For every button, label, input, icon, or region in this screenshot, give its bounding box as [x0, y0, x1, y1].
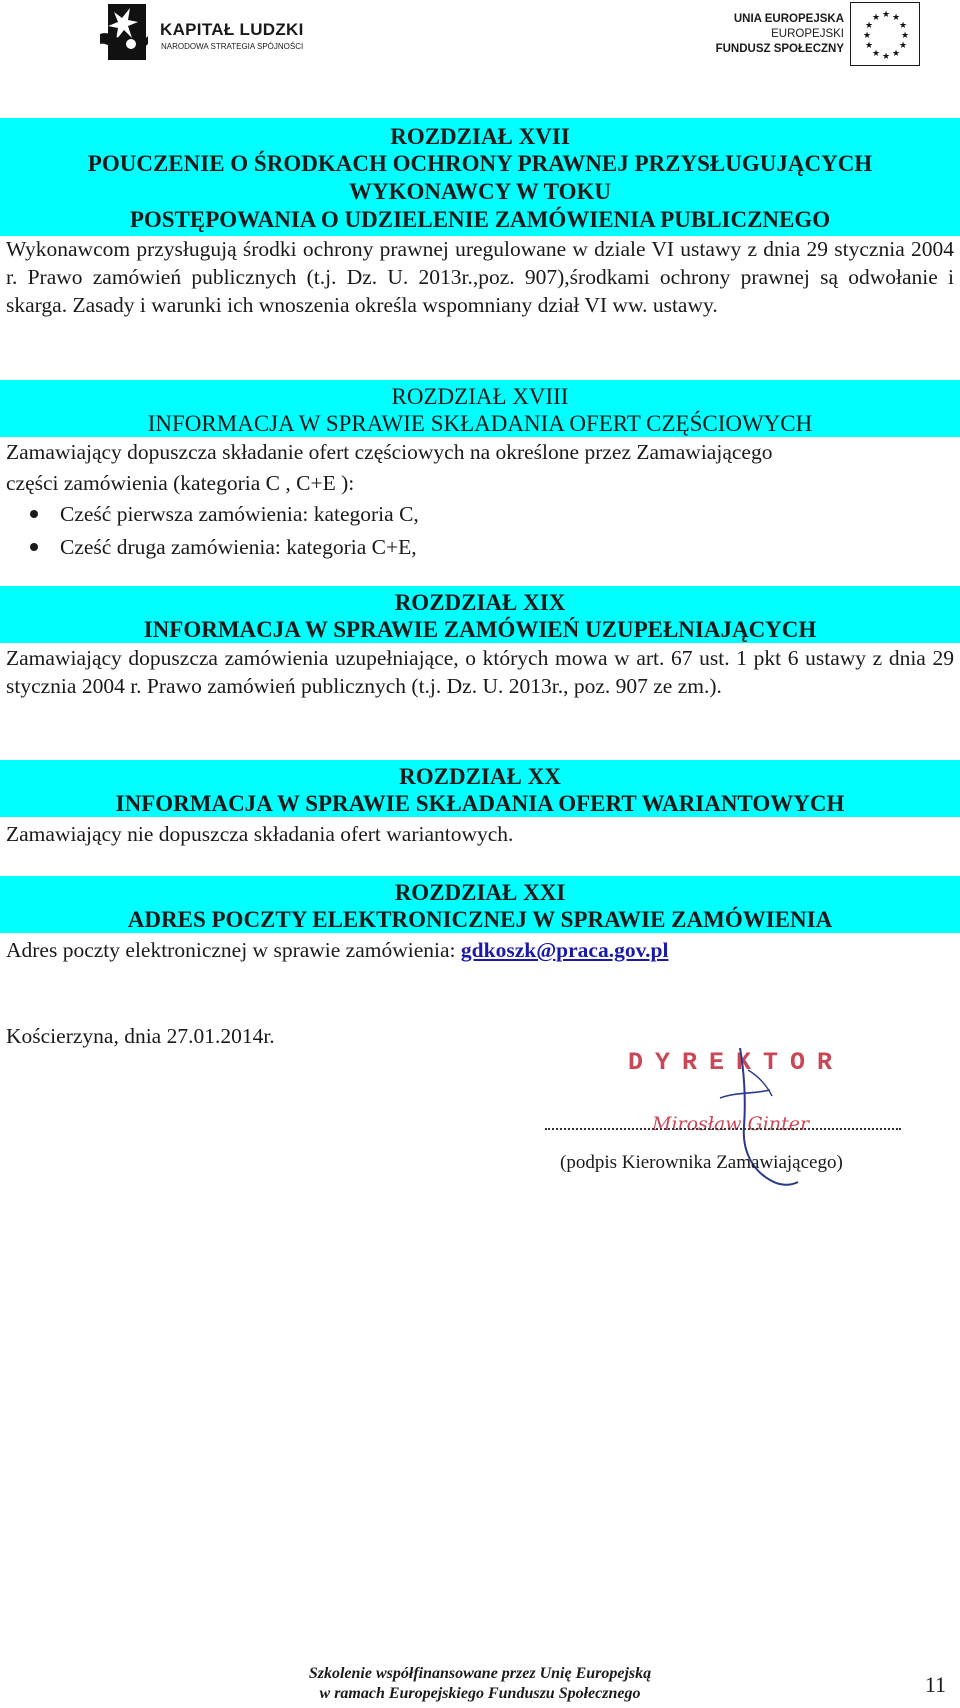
section-18-bullet-2: [30, 533, 417, 561]
kapital-ludzki-logo: [100, 0, 320, 70]
stamp-title: DYREKTOR: [628, 1048, 845, 1077]
bullet-text: Cześć pierwsza zamówienia: kategoria C,: [60, 502, 419, 526]
svg-text:★: ★: [865, 21, 874, 31]
section-18-bullet-1: [30, 500, 419, 528]
bullet-text: Cześć druga zamówienia: kategoria C+E,: [60, 535, 417, 559]
eu-line3: FUNDUSZ SPOŁECZNY: [715, 43, 844, 55]
footer-line-1: Szkolenie współfinansowane przez Unię Europejską: [308, 1665, 652, 1682]
email-prefix: Adres poczty elektronicznej w sprawie zamówienia:: [6, 938, 461, 962]
email-link[interactable]: gdkoszk@praca.gov.pl: [460, 938, 669, 962]
section-18-heading-2: INFORMACJA W SPRAWIE SKŁADANIA OFERT CZĘŚCIOWYCH: [147, 411, 813, 436]
eu-flag-icon: [850, 2, 920, 66]
section-20-body: Zamawiający nie dopuszcza składania ofert wariantowych.: [6, 822, 514, 846]
section-21-heading-1: ROZDZIAŁ XXI: [394, 880, 566, 905]
svg-text:★: ★: [863, 31, 872, 41]
footer: [0, 1664, 960, 1704]
svg-text:★: ★: [865, 41, 874, 51]
svg-text:★: ★: [901, 31, 910, 41]
page-number: 11: [924, 1672, 946, 1697]
kapital-ludzki-subtitle: NARODOWA STRATEGIA SPÓJNOŚCI: [161, 42, 304, 51]
svg-text:★: ★: [872, 49, 881, 59]
section-21-heading-2: ADRES POCZTY ELEKTRONICZNEJ W SPRAWIE ZAMÓWIENIA: [127, 907, 833, 932]
svg-text:★: ★: [899, 21, 908, 31]
svg-text:★: ★: [882, 52, 891, 62]
kapital-ludzki-title: KAPITAŁ LUDZKI: [160, 20, 304, 39]
svg-text:★: ★: [882, 10, 891, 20]
section-17-heading-1: ROZDZIAŁ XVII: [390, 124, 570, 149]
footer-line-2: w ramach Europejskiego Funduszu Społecznego: [319, 1685, 641, 1702]
signature-label: (podpis Kierownika Zamawiającego): [560, 1152, 843, 1173]
svg-text:★: ★: [892, 13, 901, 23]
eu-logo-text: [716, 12, 844, 57]
bullet-icon: [30, 543, 38, 551]
eu-line2: EUROPEJSKI: [771, 28, 844, 40]
section-18-body-line-1: Zamawiający dopuszcza składanie ofert częściowych na określone przez Zamawiającego: [6, 440, 773, 464]
section-17-heading-4: POSTĘPOWANIA O UDZIELENIE ZAMÓWIENIA PUBLICZNEGO: [129, 207, 831, 232]
section-19-heading-2: INFORMACJA W SPRAWIE ZAMÓWIEŃ UZUPEŁNIAJĄCYCH: [143, 617, 817, 642]
section-17-heading-3: WYKONAWCY W TOKU: [349, 179, 611, 204]
section-21-body: [6, 936, 668, 964]
section-19-body: Zamawiający dopuszcza zamówienia uzupełniające, o których mowa w art. 67 ust. 1 pkt 6 ustawy z dnia 29 stycznia 2004 r. Prawo zamówień publicznych (t.j. Dz. U. 2013r., poz. 907 ze zm.).: [6, 646, 954, 698]
bullet-icon: [30, 510, 38, 518]
signature-dotted-line: [545, 1128, 901, 1130]
section-17-body: Wykonawcom przysługują środki ochrony prawnej uregulowane w dziale VI ustawy z dnia 29 stycznia 2004 r. Prawo zamówień publicznych (t.j. Dz. U. 2013r.,poz. 907),środkami ochrony prawnej są odwołanie i skarga. Zasady i warunki ich wnoszenia określa wspomniany dział VI ww. ustawy.: [6, 237, 954, 317]
svg-text:★: ★: [892, 49, 901, 59]
section-20-heading-1: ROZDZIAŁ XX: [399, 764, 561, 789]
section-17-heading-2: POUCZENIE O ŚRODKACH OCHRONY PRAWNEJ PRZYSŁUGUJĄCYCH: [87, 151, 873, 176]
svg-text:★: ★: [872, 13, 881, 23]
place-date: Kościerzyna, dnia 27.01.2014r.: [6, 1024, 275, 1048]
stamp-name: Mirosław Ginter: [652, 1113, 810, 1135]
svg-text:★: ★: [899, 41, 908, 51]
section-18-body-line-2: części zamówienia (kategoria C , C+E ):: [6, 471, 355, 495]
eu-logo: [715, 2, 920, 68]
section-20-heading-2: INFORMACJA W SPRAWIE SKŁADANIA OFERT WARIANTOWYCH: [115, 791, 845, 816]
eu-line1: UNIA EUROPEJSKA: [733, 13, 844, 25]
section-18-heading-1: ROZDZIAŁ XVIII: [391, 384, 569, 409]
kapital-ludzki-emblem-icon: [100, 0, 156, 66]
section-19-heading-1: ROZDZIAŁ XIX: [394, 590, 566, 615]
